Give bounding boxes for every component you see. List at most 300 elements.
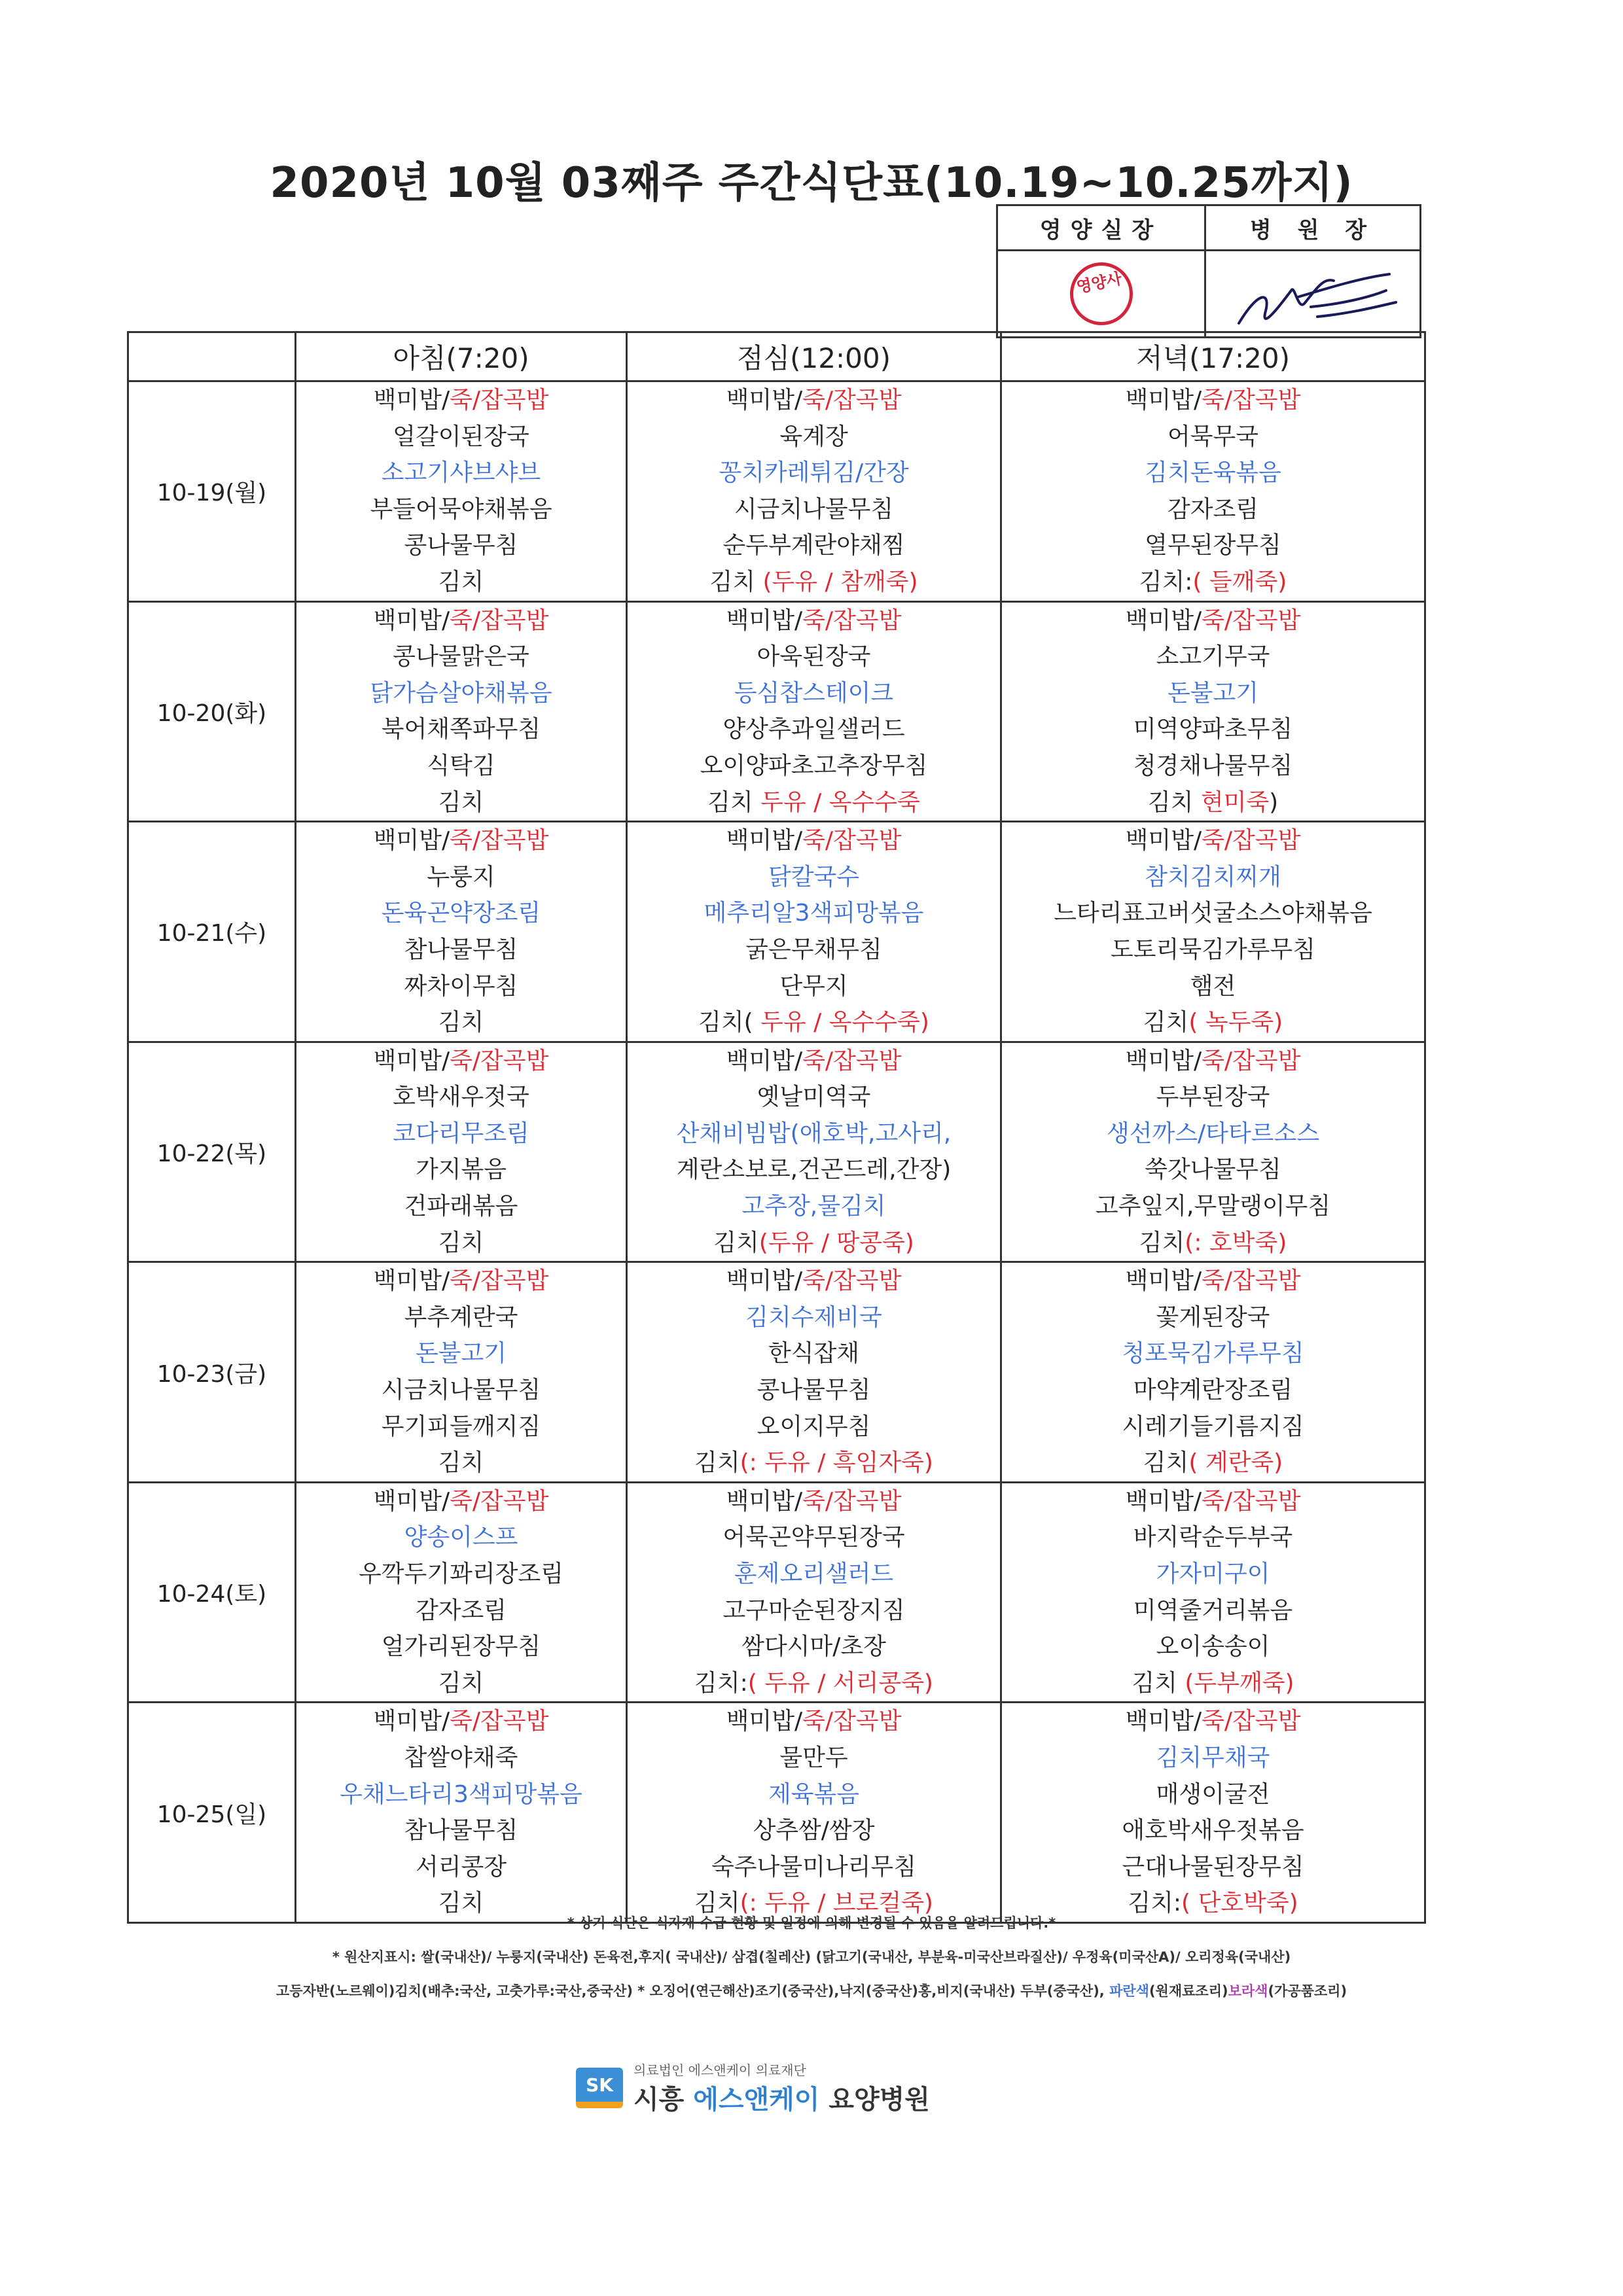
menu-item	[628, 1116, 1000, 1152]
change-notice: * 상기 식단은 식자재 수급 현황 및 일정에 의해 변경될 수 있음을 알려드립니다.*	[567, 1915, 1056, 1931]
menu-item-text: 참치김치찌개	[1145, 863, 1281, 891]
menu-item	[296, 564, 626, 601]
menu-item-text: 누룽지	[427, 863, 495, 891]
menu-item	[1002, 1740, 1424, 1776]
menu-body	[128, 381, 1425, 1923]
lunch-cell	[627, 1262, 1001, 1483]
menu-item	[628, 859, 1000, 896]
menu-item-text: 백미밥/	[726, 1267, 803, 1295]
menu-item	[628, 603, 1000, 639]
dinner-cell	[1001, 1482, 1425, 1703]
approval-dietitian-label: 영양실장	[997, 205, 1205, 251]
menu-item-text: 단무지	[779, 972, 848, 1000]
menu-item-text: 고추장,물김치	[741, 1193, 886, 1220]
menu-item-text: 미역양파초무침	[1133, 716, 1293, 743]
menu-item-text: 열무된장무침	[1145, 532, 1281, 559]
menu-item	[628, 527, 1000, 564]
menu-item	[628, 564, 1000, 601]
menu-item	[296, 1629, 626, 1665]
menu-item-text: 김치	[1143, 1009, 1189, 1036]
menu-item	[1002, 1665, 1424, 1702]
menu-item-text: 순두부계란야채찜	[722, 532, 905, 559]
menu-item-text: 죽/잡곡밥	[1202, 1708, 1301, 1735]
menu-item	[628, 1299, 1000, 1336]
origin-text: 고등자반(노르웨이)김치(배추:국산, 고춧가루:국산,중국산) * 오징어(연근해산)조기(중국산),낙지(중국산)홍,비지(국내산) 두부(중국산),	[276, 1983, 1110, 1999]
menu-item-text: 죽/잡곡밥	[802, 387, 902, 414]
menu-item-text: ( 두유 / 서리콩죽)	[747, 1669, 933, 1697]
hospital-name-city: 시흥	[633, 2085, 694, 2115]
menu-item	[628, 1703, 1000, 1740]
menu-item-text: 김치	[438, 788, 484, 816]
menu-item-text: 상추쌈/쌈장	[753, 1817, 875, 1845]
menu-item	[628, 1152, 1000, 1188]
menu-item-text: 등심찹스테이크	[734, 679, 894, 707]
menu-item	[296, 822, 626, 859]
menu-item-text: 생선까스/타타르소스	[1106, 1120, 1320, 1147]
menu-item	[1002, 1593, 1424, 1629]
header-blank	[128, 332, 296, 381]
menu-item	[296, 455, 626, 491]
menu-item-text: 김치	[1139, 1229, 1185, 1256]
menu-item	[1002, 564, 1424, 601]
origin-notice: * 원산지표시: 쌀(국내산)/ 누룽지(국내산) 돈육전,후지( 국내산)/ 삼겹(칠레산) (닭고기(국내산, 부분육-미국산브라질산)/ 우정육(미국산A)/ 오리정육(국내산)	[332, 1949, 1291, 1965]
menu-item	[296, 1519, 626, 1556]
menu-item-text: 계란소보로,건곤드레,간장)	[676, 1156, 952, 1184]
legend-purple-desc: (가공품조리)	[1268, 1983, 1347, 1999]
menu-item-text: 찹쌀야채죽	[404, 1744, 518, 1771]
menu-item	[628, 382, 1000, 419]
menu-item	[296, 785, 626, 821]
lunch-cell	[627, 1042, 1001, 1262]
menu-item-text: 청포묵김가루무침	[1122, 1340, 1304, 1368]
menu-item-text: 김치	[709, 568, 763, 595]
menu-item-text: 굵은무채무침	[745, 936, 882, 963]
menu-item	[1002, 1445, 1424, 1481]
menu-item-text: 백미밥/	[373, 607, 450, 634]
menu-item	[296, 1004, 626, 1041]
menu-item	[628, 1079, 1000, 1116]
legend-purple-label: 보라색	[1228, 1983, 1268, 1999]
menu-item-text: 백미밥/	[1125, 1487, 1202, 1515]
menu-item-text: 죽/잡곡밥	[1202, 1047, 1301, 1074]
menu-item-text: 산채비빔밥(애호박,고사리,	[676, 1120, 952, 1147]
menu-item-text: 코다리무조림	[393, 1120, 529, 1147]
menu-item-text: 죽/잡곡밥	[802, 827, 902, 855]
menu-item-text: 콩나물맑은국	[393, 643, 529, 671]
dinner-cell	[1001, 1703, 1425, 1923]
menu-item	[296, 1593, 626, 1629]
menu-item-text: 오이지무침	[757, 1413, 871, 1440]
menu-item	[628, 895, 1000, 932]
menu-item-text: 꽃게된장국	[1156, 1303, 1270, 1331]
menu-item-text: 백미밥/	[1125, 1047, 1202, 1074]
hospital-logo	[576, 2060, 930, 2116]
menu-item-text: 백미밥/	[1125, 387, 1202, 414]
breakfast-cell	[296, 381, 627, 602]
menu-item-text: 김치	[438, 1229, 484, 1256]
breakfast-cell	[296, 1042, 627, 1262]
menu-item-text: 김치수제비국	[745, 1303, 882, 1331]
menu-item-text: 양송이스프	[404, 1524, 518, 1551]
day-row	[128, 1262, 1425, 1483]
menu-item	[628, 1409, 1000, 1445]
menu-item	[628, 1225, 1000, 1262]
dietitian-seal-cell	[997, 251, 1205, 338]
menu-item-text: 식탁김	[427, 752, 495, 779]
menu-item-text: 김치:	[694, 1669, 748, 1697]
menu-item	[296, 711, 626, 748]
menu-item-text: 두유 / 옥수수죽	[760, 788, 920, 816]
menu-item	[628, 1335, 1000, 1372]
day-label: 10-19(월)	[128, 381, 296, 602]
menu-item-text: 죽/잡곡밥	[802, 607, 902, 634]
menu-item	[296, 1483, 626, 1520]
menu-item	[628, 1556, 1000, 1593]
menu-item	[1002, 968, 1424, 1005]
menu-item-text: 콩나물무침	[404, 532, 518, 559]
menu-item-text: 죽/잡곡밥	[450, 827, 549, 855]
menu-item-text: 우채느타리3색피망볶음	[340, 1780, 582, 1808]
menu-item-text: 소고기무국	[1156, 643, 1270, 671]
menu-item-text: 북어채쪽파무침	[381, 716, 541, 743]
menu-item-text: 죽/잡곡밥	[1202, 1267, 1301, 1295]
menu-item	[628, 419, 1000, 455]
menu-item	[628, 1043, 1000, 1080]
menu-item	[296, 1849, 626, 1886]
hospital-foundation-name: 의료법인 에스앤케이 의료재단	[633, 2062, 806, 2078]
menu-item	[1002, 1299, 1424, 1336]
menu-item	[628, 711, 1000, 748]
menu-item-text: 양상추과일샐러드	[722, 716, 905, 743]
menu-item-text: 한식잡채	[768, 1340, 860, 1368]
menu-item	[1002, 1556, 1424, 1593]
menu-item-text: 오이양파초고추장무침	[700, 752, 928, 779]
menu-item-text: 짜차이무침	[404, 972, 518, 1000]
lunch-cell	[627, 822, 1001, 1042]
menu-item-text: 닭가슴살야채볶음	[370, 679, 552, 707]
menu-item-text: (: 호박죽)	[1185, 1229, 1287, 1256]
menu-item-text: 아욱된장국	[757, 643, 871, 671]
lunch-cell	[627, 1703, 1001, 1923]
menu-item-text: 김치	[713, 1229, 759, 1256]
menu-item-text: 도토리묵김가루무침	[1111, 936, 1315, 963]
menu-item-text: 가지볶음	[415, 1156, 507, 1184]
day-label: 10-23(금)	[128, 1262, 296, 1483]
menu-item-text: 훈제오리샐러드	[734, 1561, 894, 1587]
menu-item	[1002, 1483, 1424, 1520]
menu-item-text: 김치(	[698, 1009, 761, 1036]
header-breakfast: 아침(7:20)	[296, 332, 627, 381]
menu-item-text: 죽/잡곡밥	[1202, 387, 1301, 414]
menu-item	[296, 1225, 626, 1262]
menu-item-text: 근대나물된장무침	[1122, 1853, 1304, 1881]
menu-item-text: 죽/잡곡밥	[450, 1487, 549, 1515]
menu-item-text: 감자조림	[415, 1597, 507, 1624]
lunch-cell	[627, 1482, 1001, 1703]
menu-item-text: 백미밥/	[373, 1267, 450, 1295]
menu-item-text: 죽/잡곡밥	[1202, 607, 1301, 634]
day-row	[128, 1482, 1425, 1703]
lunch-cell	[627, 381, 1001, 602]
menu-item-text: 서리콩장	[415, 1853, 507, 1881]
menu-item	[1002, 1043, 1424, 1080]
menu-item	[1002, 1372, 1424, 1409]
menu-item-text: 김치무채국	[1156, 1744, 1270, 1771]
breakfast-cell	[296, 1262, 627, 1483]
menu-item-text: 꽁치카레튀김/간장	[719, 459, 909, 487]
menu-item-text: 무기피들깨지짐	[381, 1413, 541, 1440]
header-dinner: 저녁(17:20)	[1001, 332, 1425, 381]
menu-item	[296, 1812, 626, 1849]
day-label: 10-20(화)	[128, 601, 296, 822]
menu-item-text: 죽/잡곡밥	[450, 1708, 549, 1735]
day-label: 10-24(토)	[128, 1482, 296, 1703]
menu-item	[1002, 1703, 1424, 1740]
menu-item	[1002, 859, 1424, 896]
menu-item-text: 얼갈이된장국	[393, 423, 529, 450]
menu-item-text: ( 들깨죽)	[1192, 568, 1287, 595]
menu-item-text: 김치	[1132, 1669, 1185, 1697]
menu-item-text: 오이송송이	[1156, 1633, 1270, 1661]
menu-item-text: 김치	[694, 1449, 740, 1477]
breakfast-cell	[296, 1482, 627, 1703]
menu-item-text: 햄전	[1190, 972, 1236, 1000]
menu-item	[628, 1519, 1000, 1556]
breakfast-cell	[296, 601, 627, 822]
breakfast-cell	[296, 1703, 627, 1923]
menu-item	[1002, 1263, 1424, 1299]
menu-item	[296, 1665, 626, 1702]
menu-item-text: (: 두유 / 브로컬죽)	[740, 1890, 933, 1917]
menu-item-text: 죽/잡곡밥	[450, 387, 549, 414]
menu-item	[1002, 1079, 1424, 1116]
dietitian-seal-stamp: 영양사	[1064, 256, 1139, 331]
menu-item-text: 백미밥/	[726, 1487, 803, 1515]
menu-item	[628, 1188, 1000, 1225]
menu-item-text: 김치	[438, 1890, 484, 1917]
menu-item-text: 김치	[438, 568, 484, 595]
menu-item	[296, 1409, 626, 1445]
menu-item	[296, 603, 626, 639]
menu-item	[628, 455, 1000, 491]
menu-item-text: 현미죽	[1200, 788, 1270, 816]
header-lunch: 점심(12:00)	[627, 332, 1001, 381]
menu-item	[296, 1740, 626, 1776]
day-label: 10-25(일)	[128, 1703, 296, 1923]
menu-item-text: 건파래볶음	[404, 1193, 518, 1220]
legend-blue-label: 파란색	[1109, 1983, 1149, 1999]
day-row	[128, 822, 1425, 1042]
menu-item	[628, 1483, 1000, 1520]
menu-item	[1002, 455, 1424, 491]
menu-item	[296, 1556, 626, 1593]
menu-item-text: 김치	[694, 1890, 740, 1917]
menu-item-text: 메추리알3색피망볶음	[704, 900, 924, 927]
menu-item-text: 바지락순두부국	[1133, 1524, 1293, 1551]
menu-item	[1002, 1812, 1424, 1849]
menu-item-text: 참나물무침	[404, 1817, 518, 1845]
menu-item	[296, 639, 626, 675]
menu-item	[296, 1776, 626, 1813]
menu-item-text: 백미밥/	[1125, 827, 1202, 855]
menu-item-text: 두유 / 옥수수죽)	[760, 1009, 929, 1036]
menu-item	[1002, 1004, 1424, 1041]
menu-item	[628, 1372, 1000, 1409]
menu-item	[296, 748, 626, 785]
menu-item-text: 김치	[438, 1009, 484, 1036]
menu-item	[1002, 895, 1424, 932]
approval-director-label: 병 원 장	[1205, 205, 1421, 251]
menu-item	[296, 1188, 626, 1225]
menu-item-text: 참나물무침	[404, 936, 518, 963]
menu-item	[1002, 822, 1424, 859]
hospital-name-type: 요양병원	[819, 2085, 930, 2115]
menu-item	[296, 1152, 626, 1188]
menu-item	[1002, 1152, 1424, 1188]
menu-item	[296, 1445, 626, 1481]
menu-item	[1002, 419, 1424, 455]
menu-item-text: 김치	[1143, 1449, 1189, 1477]
menu-item	[296, 1043, 626, 1080]
menu-item-text: 숙주나물미나리무침	[711, 1853, 916, 1881]
menu-item-text: ( 단호박죽)	[1181, 1890, 1298, 1917]
menu-item-text: 시금치나물무침	[381, 1377, 541, 1404]
menu-item	[628, 1263, 1000, 1299]
menu-item	[628, 491, 1000, 528]
menu-item-text: 두부된장국	[1156, 1084, 1270, 1111]
menu-item-text: 백미밥/	[373, 1708, 450, 1735]
menu-item	[1002, 1188, 1424, 1225]
hospital-name	[633, 2079, 930, 2116]
menu-item-text: 감자조림	[1167, 495, 1259, 523]
menu-item	[1002, 1409, 1424, 1445]
menu-item	[1002, 603, 1424, 639]
menu-item-text: 돈육곤약장조림	[381, 900, 541, 927]
menu-item-text: 마약계란장조림	[1133, 1377, 1293, 1404]
menu-item-text: 매생이굴전	[1156, 1780, 1270, 1808]
day-row	[128, 601, 1425, 822]
menu-item	[1002, 1519, 1424, 1556]
menu-item	[628, 1812, 1000, 1849]
menu-item	[628, 1665, 1000, 1702]
menu-item	[1002, 785, 1424, 821]
menu-item-text: 백미밥/	[373, 1487, 450, 1515]
menu-item-text: 백미밥/	[373, 387, 450, 414]
menu-item-text: 김치	[707, 788, 761, 816]
menu-item	[296, 491, 626, 528]
menu-item-text: 죽/잡곡밥	[1202, 827, 1301, 855]
menu-item	[1002, 1225, 1424, 1262]
day-row	[128, 1703, 1425, 1923]
menu-item-text: 죽/잡곡밥	[802, 1047, 902, 1074]
menu-item-text: 부들어묵야채볶음	[370, 495, 552, 523]
menu-item	[1002, 639, 1424, 675]
menu-item-text: 죽/잡곡밥	[450, 1267, 549, 1295]
menu-item	[628, 1629, 1000, 1665]
menu-item	[296, 675, 626, 712]
menu-item	[296, 895, 626, 932]
menu-item-text: 돈불고기	[415, 1340, 507, 1368]
menu-item	[296, 1335, 626, 1372]
approval-box	[996, 204, 1421, 338]
menu-item-text: 고구마순된장지짐	[722, 1597, 905, 1624]
lunch-cell	[627, 601, 1001, 822]
menu-item	[1002, 675, 1424, 712]
menu-item	[628, 1849, 1000, 1886]
menu-item	[628, 1445, 1000, 1481]
menu-item-text: 백미밥/	[373, 1047, 450, 1074]
menu-item-text: 우깍두기꽈리장조림	[359, 1561, 563, 1587]
menu-item-text: 옛날미역국	[757, 1084, 871, 1111]
menu-item-text: 시금치나물무침	[734, 495, 894, 523]
menu-item-text: 김치:	[1128, 1890, 1182, 1917]
menu-item-text: (: 두유 / 흑임자죽)	[740, 1449, 933, 1477]
hospital-logo-icon: SK	[576, 2068, 623, 2108]
menu-item-text: 김치	[438, 1449, 484, 1477]
menu-item-text: )	[1269, 788, 1279, 816]
menu-item	[296, 1079, 626, 1116]
menu-item-text: 백미밥/	[1125, 1708, 1202, 1735]
menu-item	[1002, 491, 1424, 528]
menu-item-text: 죽/잡곡밥	[450, 607, 549, 634]
menu-item	[628, 932, 1000, 968]
menu-item	[1002, 1629, 1424, 1665]
menu-item	[296, 527, 626, 564]
menu-item-text: (두유 / 참깨죽)	[762, 568, 918, 595]
day-label: 10-21(수)	[128, 822, 296, 1042]
menu-item	[628, 1776, 1000, 1813]
menu-item-text: (두부깨죽)	[1185, 1669, 1294, 1697]
menu-item-text: 느타리표고버섯굴소스야채볶음	[1054, 900, 1372, 927]
menu-item	[1002, 382, 1424, 419]
menu-item	[628, 1593, 1000, 1629]
menu-item-text: 소고기샤브샤브	[381, 459, 541, 487]
menu-item-text: 쑥갓나물무침	[1145, 1156, 1281, 1184]
menu-item	[628, 785, 1000, 821]
menu-item-text: 닭칼국수	[768, 863, 860, 891]
menu-item	[628, 639, 1000, 675]
menu-item	[628, 1740, 1000, 1776]
menu-item-text: 백미밥/	[726, 607, 803, 634]
day-row	[128, 381, 1425, 602]
menu-item-text: 백미밥/	[726, 387, 803, 414]
dinner-cell	[1001, 1042, 1425, 1262]
menu-item-text: 백미밥/	[726, 1708, 803, 1735]
menu-item	[296, 382, 626, 419]
director-signature-cell	[1205, 251, 1421, 338]
menu-item-text: 얼가리된장무침	[381, 1633, 541, 1661]
menu-table	[127, 331, 1426, 1924]
menu-item-text: 시레기들기름지짐	[1122, 1413, 1304, 1440]
menu-item-text: 돈불고기	[1167, 679, 1259, 707]
menu-item-text: 백미밥/	[726, 1047, 803, 1074]
menu-item	[296, 1263, 626, 1299]
menu-item	[1002, 1776, 1424, 1813]
dinner-cell	[1001, 381, 1425, 602]
menu-item	[628, 822, 1000, 859]
menu-item	[1002, 1116, 1424, 1152]
hospital-name-brand: 에스앤케이	[693, 2085, 820, 2115]
page-title: 2020년 10월 03째주 주간식단표(10.19~10.25까지)	[270, 159, 1353, 207]
menu-item	[1002, 1849, 1424, 1886]
dinner-cell	[1001, 601, 1425, 822]
menu-item	[296, 1372, 626, 1409]
menu-item-text: 제육볶음	[768, 1780, 860, 1808]
menu-item	[628, 968, 1000, 1005]
dinner-cell	[1001, 1262, 1425, 1483]
menu-item-text: 김치	[1147, 788, 1201, 816]
menu-item-text: 청경채나물무침	[1133, 752, 1293, 779]
